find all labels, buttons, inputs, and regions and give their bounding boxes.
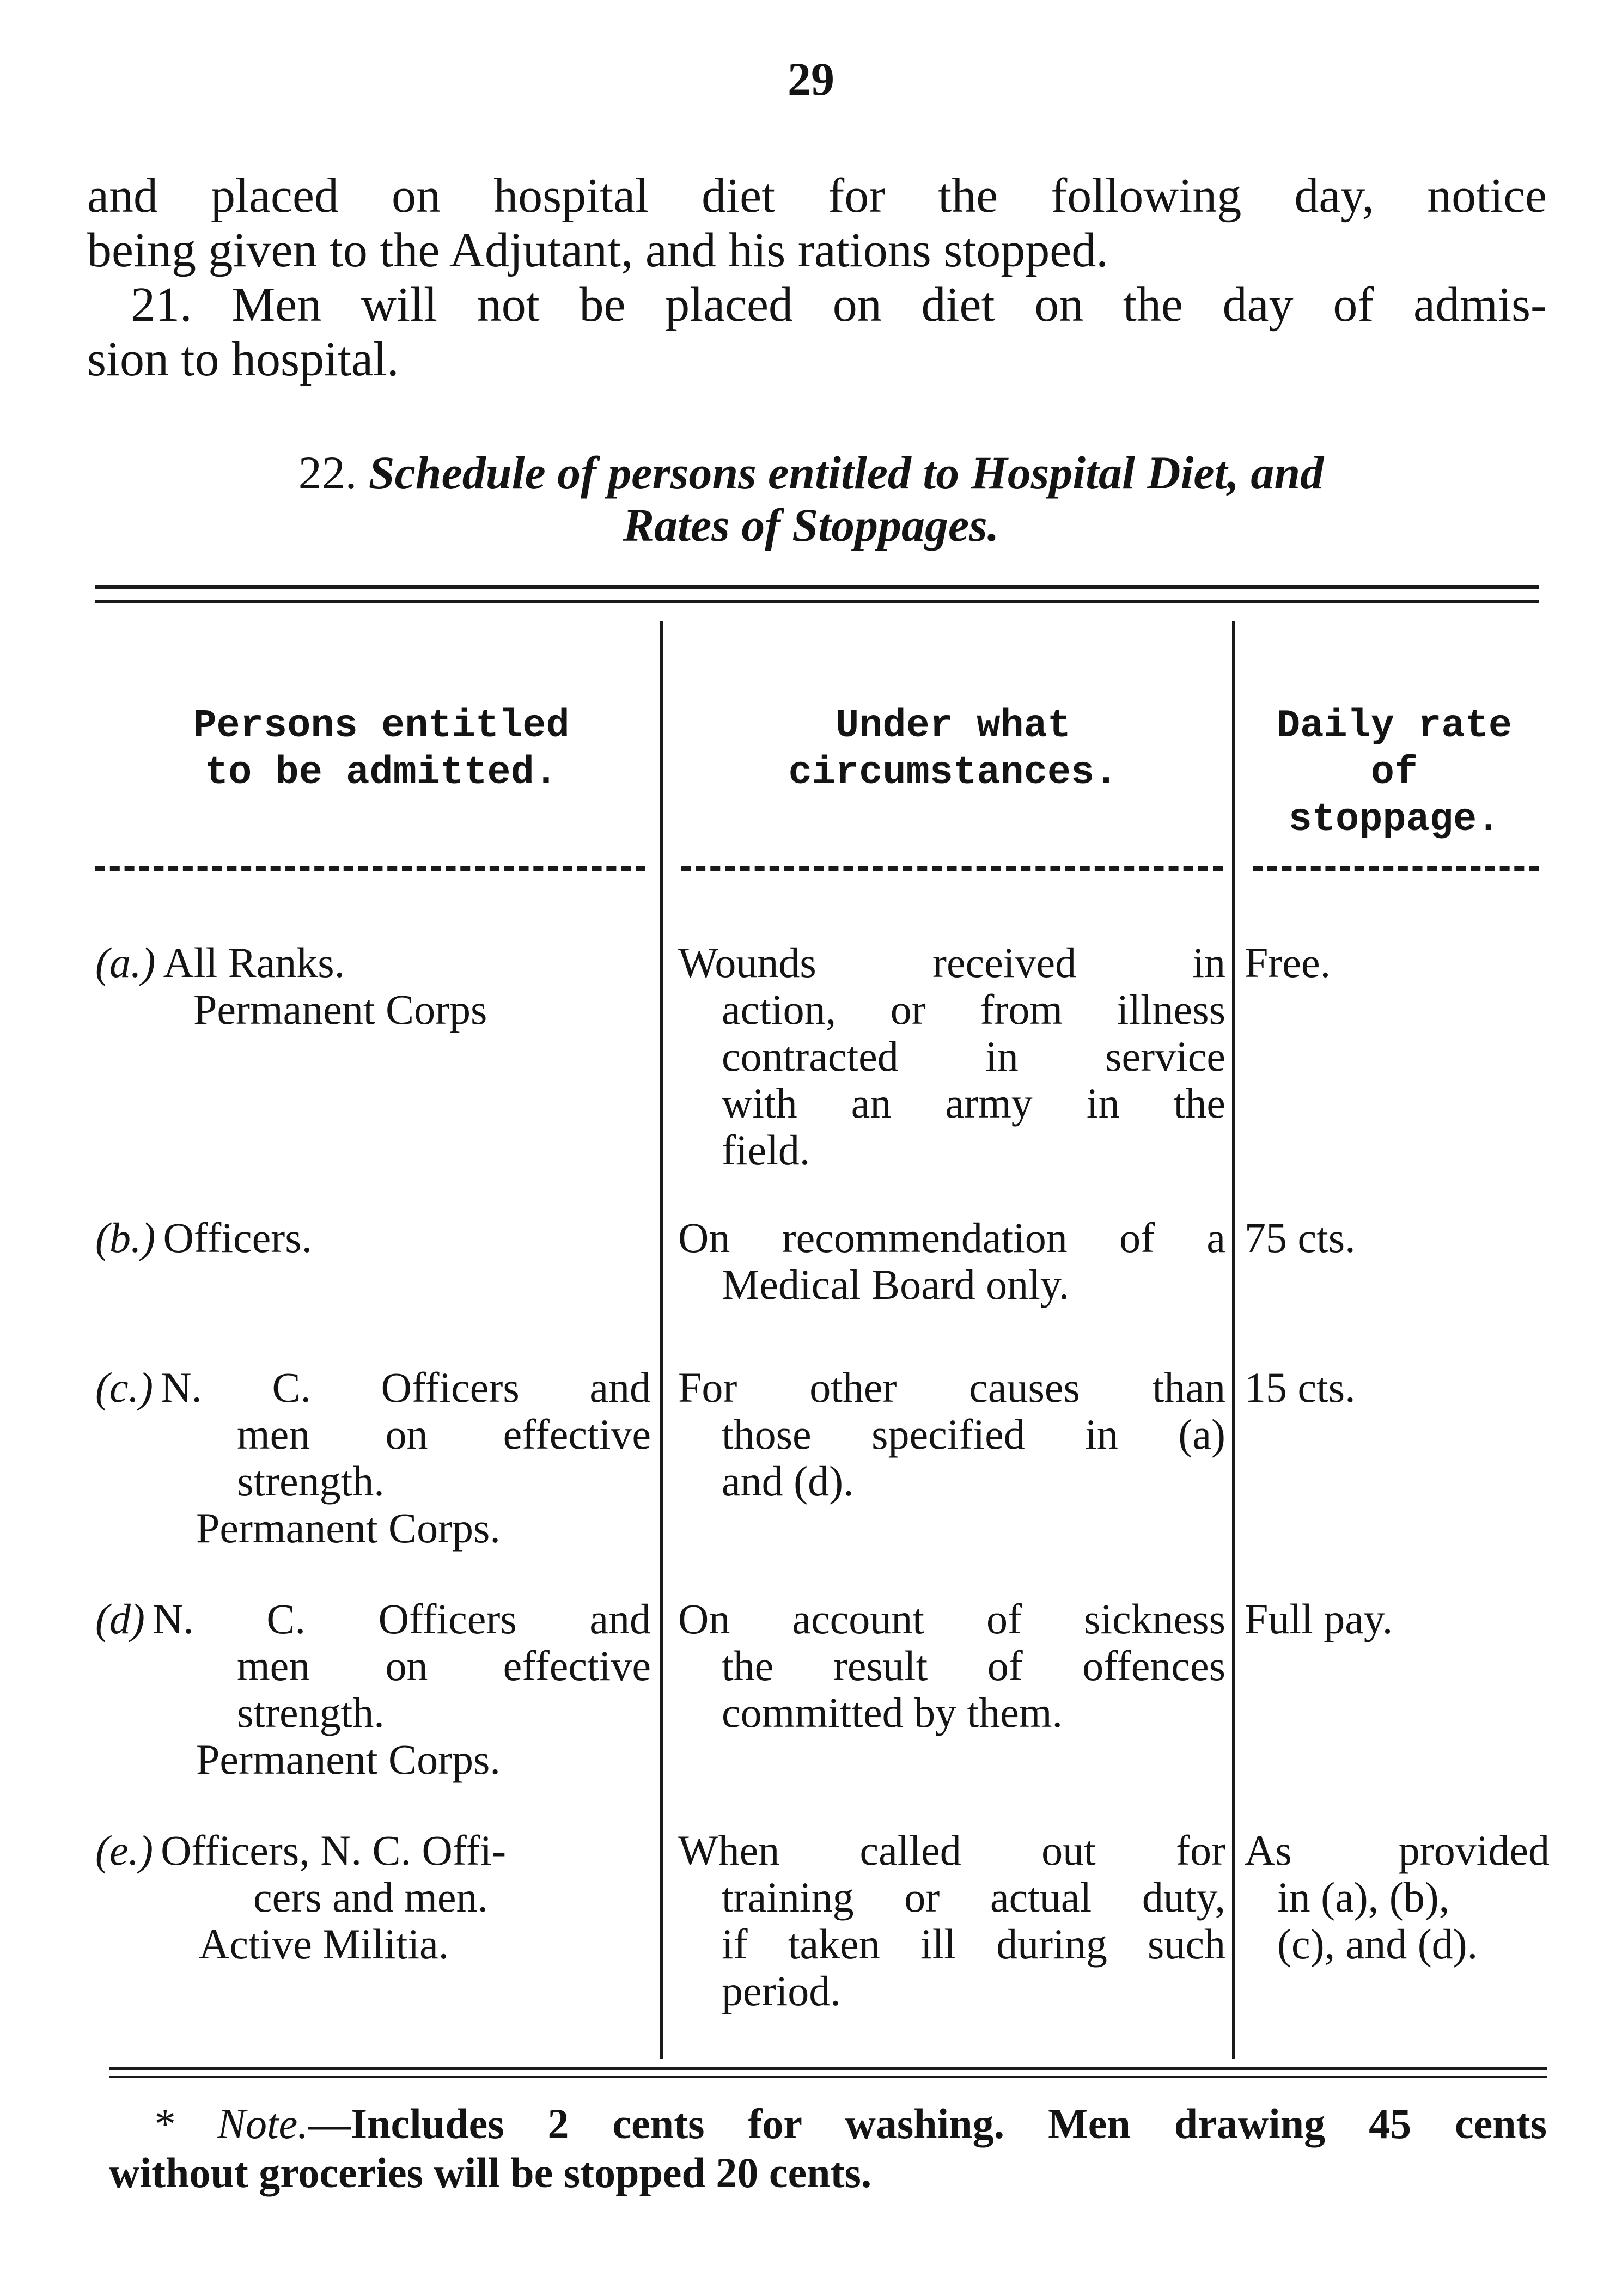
circumstances-cell: On recommendation of a Medical Board only. [678, 1214, 1225, 1308]
row-label: (d) [95, 1595, 145, 1642]
persons-cell: (c.) N. C. Officers and men on effective strength. Permanent Corps. [95, 1364, 651, 1552]
paragraph-line: being given to the Adjutant, and his rations stopped. [87, 223, 1108, 277]
rate-cell: Full pay. [1245, 1595, 1393, 1642]
header-rule [1253, 866, 1539, 871]
circumstances-cell: For other causes than those specified in (a) and (d). [678, 1364, 1225, 1505]
section-heading-line-2: Rates of Stoppages. [623, 499, 999, 551]
footnote [109, 2099, 1547, 2197]
header-rule [681, 866, 1223, 871]
row-label: (a.) [95, 939, 156, 986]
circumstances-cell: When called out for training or actual duty, if taken ill during such period. [678, 1827, 1225, 2014]
footnote-text-2: without groceries will be stopped 20 cents. [109, 2149, 872, 2196]
header-persons: Persons entitled to be admitted. [193, 704, 570, 795]
persons-cell: (b.) Officers. [95, 1214, 313, 1261]
row-label: (b.) [95, 1214, 156, 1261]
persons-cell: (d) N. C. Officers and men on effective strength. Permanent Corps. [95, 1595, 651, 1783]
paragraph-line: 21. Men will not be placed on diet on the day of admis- [131, 278, 1547, 332]
header-rule [95, 866, 645, 871]
circumstances-cell: On account of sickness the result of offences committed by them. [678, 1595, 1225, 1736]
top-rule [95, 600, 1539, 603]
section-heading [0, 447, 1622, 499]
bottom-rule [109, 2076, 1547, 2078]
rate-cell: Free. [1245, 939, 1331, 986]
rate-cell: 75 cts. [1245, 1214, 1356, 1261]
heading-line-1: Schedule of persons entitled to Hospital Diet, and [368, 447, 1324, 499]
header-circumstances: Under what circumstances. [788, 704, 1118, 795]
footnote-marker: * Note. [153, 2100, 308, 2147]
column-divider [1232, 621, 1235, 2059]
footnote-text: —Includes 2 cents for washing. Men drawing 45 cents [308, 2100, 1547, 2147]
rate-cell: As provided in (a), (b), (c), and (d). [1245, 1827, 1550, 1968]
section-number: 22. [298, 447, 357, 499]
top-rule [95, 585, 1539, 589]
circumstances-cell: Wounds received in action, or from illness contracted in service with an army in the field. [678, 939, 1225, 1174]
persons-cell: (e.) Officers, N. C. Offi- cers and men. Active Militia. [95, 1827, 507, 1968]
header-rate: Daily rate of stoppage. [1276, 704, 1513, 842]
rate-cell: 15 cts. [1245, 1364, 1356, 1411]
bottom-rule [109, 2067, 1547, 2070]
page-number: 29 [788, 53, 834, 105]
paragraph-line: sion to hospital. [87, 332, 399, 386]
row-label: (e.) [95, 1827, 154, 1874]
persons-cell: (a.) All Ranks. Permanent Corps [95, 939, 487, 1033]
row-label: (c.) [95, 1364, 154, 1411]
paragraph-line: and placed on hospital diet for the following day, notice [87, 169, 1547, 223]
column-divider [660, 621, 663, 2059]
